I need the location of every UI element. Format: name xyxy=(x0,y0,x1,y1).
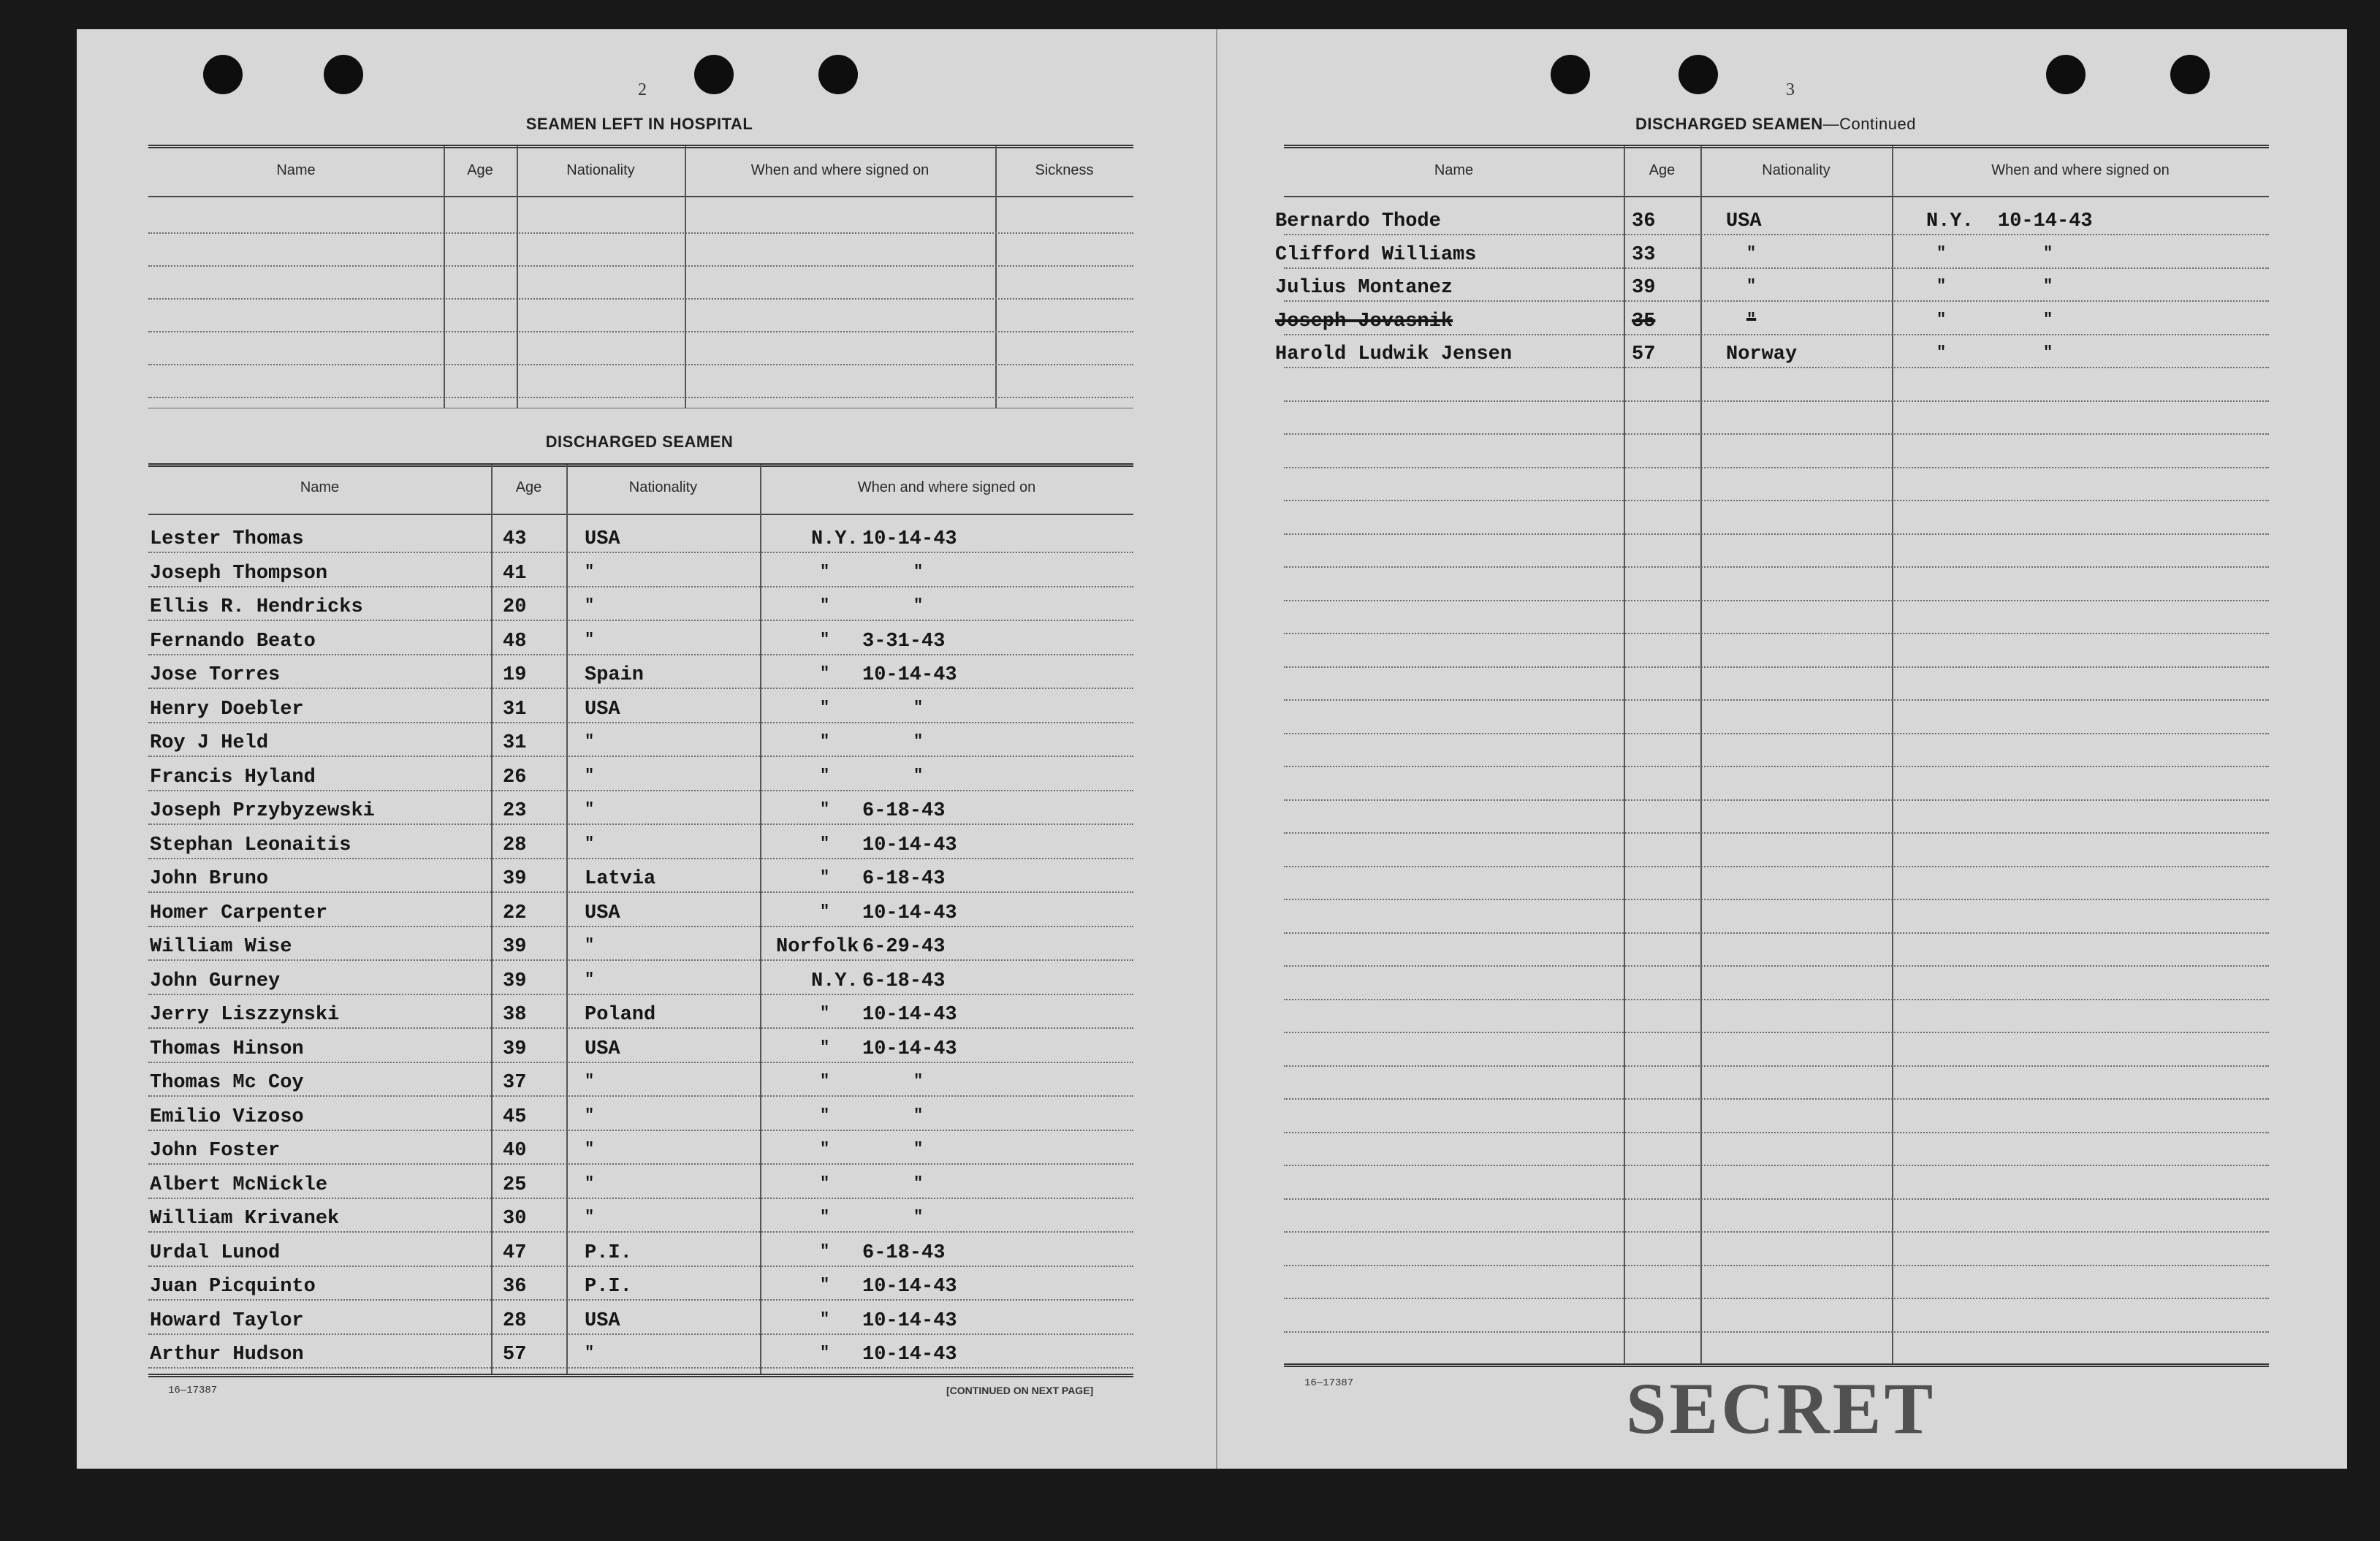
seaman-nationality: Spain xyxy=(585,664,645,686)
row-rule xyxy=(1284,433,2269,435)
page-number: 3 xyxy=(1786,80,1795,99)
punch-hole xyxy=(694,55,734,94)
row-rule xyxy=(148,1095,1133,1097)
signed-on-place: " xyxy=(820,868,830,886)
signed-on-place: " xyxy=(820,766,830,785)
row-rule xyxy=(1284,1065,2269,1067)
seaman-age: 43 xyxy=(503,528,527,550)
row-rule xyxy=(1284,400,2269,402)
seaman-name: Roy J Held xyxy=(150,732,269,754)
row-rule xyxy=(148,959,1133,961)
signed-on-date: " xyxy=(913,1208,924,1226)
signed-on-date: " xyxy=(913,699,924,717)
seaman-nationality: USA xyxy=(585,528,620,550)
seaman-name: Ellis R. Hendricks xyxy=(150,596,363,618)
signed-on-date: " xyxy=(913,596,924,615)
secret-stamp: SECRET xyxy=(1626,1368,1936,1449)
seaman-age: 40 xyxy=(503,1140,527,1162)
row-rule xyxy=(148,1198,1133,1199)
signed-on-date: 3-31-43 xyxy=(862,631,946,652)
seaman-nationality: " xyxy=(585,1174,595,1192)
column-divider xyxy=(491,465,493,1374)
punch-hole xyxy=(1551,55,1590,94)
seaman-name: Howard Taylor xyxy=(150,1310,304,1332)
signed-on-date: " xyxy=(2043,311,2053,329)
seaman-nationality: USA xyxy=(585,902,620,924)
seaman-name: Thomas Hinson xyxy=(150,1038,304,1060)
signed-on-date: " xyxy=(913,732,924,750)
column-divider xyxy=(517,146,518,408)
punch-hole xyxy=(324,55,363,94)
row-rule xyxy=(1284,965,2269,967)
seaman-name: Fernando Beato xyxy=(150,631,316,652)
signed-on-date: " xyxy=(913,1106,924,1125)
row-rule xyxy=(148,1130,1133,1131)
column-divider xyxy=(444,146,445,408)
punch-hole xyxy=(2170,55,2210,94)
column-header: Nationality xyxy=(628,479,698,495)
seaman-age: 39 xyxy=(503,936,527,958)
punch-hole xyxy=(203,55,243,94)
row-rule xyxy=(1284,467,2269,468)
seaman-name: Jerry Liszzynski xyxy=(150,1004,340,1026)
seaman-age: 31 xyxy=(503,699,527,720)
hospital-header-bottom-rule xyxy=(148,196,1133,197)
row-rule xyxy=(148,1027,1133,1029)
seaman-nationality: " xyxy=(585,732,595,750)
column-divider xyxy=(995,146,997,408)
seaman-name: Joseph Thompson xyxy=(150,563,328,585)
row-rule xyxy=(1284,1165,2269,1166)
column-header: Name xyxy=(300,479,340,495)
seaman-age: 26 xyxy=(503,766,527,788)
row-rule xyxy=(1284,600,2269,601)
seaman-age: 48 xyxy=(503,631,527,652)
column-divider xyxy=(1624,146,1625,1363)
row-rule xyxy=(1284,1098,2269,1100)
seaman-nationality: USA xyxy=(585,1038,620,1060)
seaman-age: 57 xyxy=(503,1344,527,1366)
signed-on-place: " xyxy=(1936,311,1947,329)
row-rule xyxy=(1284,799,2269,801)
row-rule xyxy=(1284,1298,2269,1299)
seaman-name: Homer Carpenter xyxy=(150,902,328,924)
seaman-nationality: " xyxy=(585,970,595,989)
column-divider xyxy=(760,465,761,1374)
signed-on-date: " xyxy=(913,1174,924,1192)
row-rule xyxy=(1284,1231,2269,1233)
signed-on-date: 6-18-43 xyxy=(862,800,946,822)
column-header: Nationality xyxy=(1762,162,1830,178)
signed-on-date: 6-18-43 xyxy=(862,1242,946,1264)
seaman-age: 30 xyxy=(503,1208,527,1230)
signed-on-date: 6-29-43 xyxy=(862,936,946,958)
signed-on-place: " xyxy=(820,631,830,649)
signed-on-place: " xyxy=(820,1004,830,1022)
signed-on-date: 10-14-43 xyxy=(862,1276,957,1298)
row-rule xyxy=(1284,666,2269,668)
signed-on-date: 10-14-43 xyxy=(862,1038,957,1060)
row-rule xyxy=(148,926,1133,927)
row-rule xyxy=(1284,1198,2269,1200)
row-rule xyxy=(148,994,1133,995)
seaman-age: 23 xyxy=(503,800,527,822)
seaman-nationality: " xyxy=(585,631,595,649)
row-rule xyxy=(148,688,1133,689)
page-fold xyxy=(1216,29,1217,1469)
row-rule xyxy=(1284,1331,2269,1333)
signed-on-place: " xyxy=(1936,343,1947,362)
row-rule xyxy=(1284,633,2269,634)
row-rule xyxy=(148,265,1133,267)
seaman-nationality: " xyxy=(585,800,595,818)
signed-on-date: 6-18-43 xyxy=(862,868,946,890)
title-continued: —Continued xyxy=(1822,115,1916,133)
seaman-age: 45 xyxy=(503,1106,527,1128)
seaman-age: 57 xyxy=(1632,343,1656,365)
row-rule xyxy=(1284,533,2269,535)
seaman-name: Francis Hyland xyxy=(150,766,316,788)
signed-on-date: " xyxy=(913,766,924,785)
seaman-age: 20 xyxy=(503,596,527,618)
seaman-name: Harold Ludwik Jensen xyxy=(1275,343,1513,365)
signed-on-date: 10-14-43 xyxy=(862,834,957,856)
seaman-nationality: " xyxy=(1746,277,1757,295)
seaman-nationality: " xyxy=(585,1140,595,1158)
seaman-name: Clifford Williams xyxy=(1275,244,1477,266)
seaman-nationality: " xyxy=(1746,244,1757,262)
seaman-age: 39 xyxy=(1632,277,1656,299)
signed-on-place: " xyxy=(820,902,830,921)
signed-on-place: " xyxy=(820,834,830,853)
seaman-age: 39 xyxy=(503,868,527,890)
seaman-name: Joseph Jovasnik xyxy=(1275,311,1453,332)
signed-on-place: " xyxy=(820,1106,830,1125)
seaman-age: 38 xyxy=(503,1004,527,1026)
seaman-nationality: USA xyxy=(1726,210,1762,232)
seaman-name: Bernardo Thode xyxy=(1275,210,1441,232)
row-rule xyxy=(148,1062,1133,1063)
seaman-nationality: USA xyxy=(585,699,620,720)
seaman-age: 36 xyxy=(503,1276,527,1298)
seaman-name: Joseph Przybyzewski xyxy=(150,800,375,822)
seaman-nationality: P.I. xyxy=(585,1276,632,1298)
signed-on-place: " xyxy=(820,1140,830,1158)
signed-on-place: " xyxy=(820,563,830,581)
seaman-nationality: " xyxy=(585,1072,595,1090)
row-rule xyxy=(148,1231,1133,1233)
column-header: Age xyxy=(467,162,493,178)
row-rule xyxy=(148,891,1133,893)
seaman-age: 31 xyxy=(503,732,527,754)
seaman-name: Urdal Lunod xyxy=(150,1242,281,1264)
right-header-bottom-rule xyxy=(1284,196,2269,197)
seaman-nationality: Poland xyxy=(585,1004,656,1026)
signed-on-date: 10-14-43 xyxy=(862,1004,957,1026)
seaman-name: Julius Montanez xyxy=(1275,277,1453,299)
seaman-name: William Krivanek xyxy=(150,1208,340,1230)
seaman-name: John Foster xyxy=(150,1140,281,1162)
signed-on-place: " xyxy=(820,699,830,717)
seaman-name: Juan Picquinto xyxy=(150,1276,316,1298)
discharged-table-end-rule xyxy=(148,1374,1133,1377)
signed-on-place: " xyxy=(820,732,830,750)
column-header: Name xyxy=(276,162,316,178)
signed-on-place: " xyxy=(820,1276,830,1294)
seaman-age: 22 xyxy=(503,902,527,924)
column-divider xyxy=(685,146,686,408)
title-main: DISCHARGED SEAMEN xyxy=(1635,115,1823,133)
discharged-section-title: DISCHARGED SEAMEN xyxy=(545,433,734,451)
seaman-age: 41 xyxy=(503,563,527,585)
column-header: Age xyxy=(515,479,542,495)
seaman-name: John Bruno xyxy=(150,868,269,890)
signed-on-date: " xyxy=(913,563,924,581)
signed-on-date: 10-14-43 xyxy=(862,902,957,924)
row-rule xyxy=(1284,932,2269,934)
page-number: 2 xyxy=(638,80,647,99)
row-rule xyxy=(1284,866,2269,867)
row-rule xyxy=(1284,733,2269,734)
row-rule xyxy=(1284,267,2269,269)
row-rule xyxy=(1284,1032,2269,1033)
seaman-name: Jose Torres xyxy=(150,664,281,686)
signed-on-date: 10-14-43 xyxy=(862,664,957,686)
signed-on-place: " xyxy=(1936,277,1947,295)
seaman-name: William Wise xyxy=(150,936,292,958)
column-header: When and where signed on xyxy=(750,162,929,178)
hospital-header-top-rule xyxy=(148,145,1133,148)
row-rule xyxy=(1284,1265,2269,1266)
continued-note: [CONTINUED ON NEXT PAGE] xyxy=(946,1385,1094,1396)
punch-hole xyxy=(818,55,858,94)
row-rule xyxy=(1284,234,2269,235)
seaman-age: 47 xyxy=(503,1242,527,1264)
seaman-name: Emilio Vizoso xyxy=(150,1106,304,1128)
row-rule xyxy=(1284,1132,2269,1133)
signed-on-date: 10-14-43 xyxy=(1998,210,2093,232)
row-rule xyxy=(148,1367,1133,1369)
signed-on-place: N.Y. xyxy=(811,528,859,550)
signed-on-place: " xyxy=(820,664,830,682)
seaman-nationality: USA xyxy=(585,1310,620,1332)
row-rule xyxy=(148,756,1133,757)
seaman-name: Arthur Hudson xyxy=(150,1344,304,1366)
seaman-nationality: " xyxy=(585,766,595,785)
seaman-age: 39 xyxy=(503,970,527,992)
seaman-age: 25 xyxy=(503,1174,527,1196)
discharged-header-bottom-rule xyxy=(148,514,1133,515)
row-rule xyxy=(1284,367,2269,368)
signed-on-place: " xyxy=(820,800,830,818)
signed-on-place: " xyxy=(1936,244,1947,262)
signed-on-place: N.Y. xyxy=(1926,210,1974,232)
seaman-age: 39 xyxy=(503,1038,527,1060)
column-divider xyxy=(1892,146,1893,1363)
signed-on-place: " xyxy=(820,1072,830,1090)
row-rule xyxy=(1284,832,2269,834)
signed-on-place: N.Y. xyxy=(811,970,859,992)
form-code: 16—17387 xyxy=(1304,1377,1354,1389)
seaman-name: John Gurney xyxy=(150,970,281,992)
signed-on-place: " xyxy=(820,1038,830,1057)
row-rule xyxy=(148,364,1133,365)
column-divider xyxy=(1700,146,1702,1363)
column-header: Nationality xyxy=(566,162,635,178)
row-rule xyxy=(148,1299,1133,1301)
seaman-name: Stephan Leonaitis xyxy=(150,834,351,856)
signed-on-place: " xyxy=(820,596,830,615)
column-header: Name xyxy=(1434,162,1474,178)
signed-on-date: " xyxy=(2043,343,2053,362)
seaman-age: 35 xyxy=(1632,311,1656,332)
row-rule xyxy=(148,552,1133,553)
column-header: When and where signed on xyxy=(857,479,1036,495)
signed-on-date: " xyxy=(2043,244,2053,262)
discharged-header-top-rule xyxy=(148,463,1133,467)
row-rule xyxy=(148,1266,1133,1267)
column-divider xyxy=(566,465,568,1374)
signed-on-date: 6-18-43 xyxy=(862,970,946,992)
row-rule xyxy=(1284,334,2269,335)
seaman-nationality: " xyxy=(585,1106,595,1125)
seaman-age: 37 xyxy=(503,1072,527,1094)
row-rule xyxy=(148,823,1133,825)
signed-on-date: " xyxy=(2043,277,2053,295)
seaman-nationality: " xyxy=(585,596,595,615)
row-rule xyxy=(148,722,1133,723)
signed-on-place: " xyxy=(820,1242,830,1260)
row-rule xyxy=(148,858,1133,859)
seaman-nationality: " xyxy=(585,834,595,853)
signed-on-date: 10-14-43 xyxy=(862,1344,957,1366)
seaman-name: Thomas Mc Coy xyxy=(150,1072,304,1094)
seaman-nationality: P.I. xyxy=(585,1242,632,1264)
discharged-continued-title xyxy=(1286,115,2265,134)
seaman-nationality: Norway xyxy=(1726,343,1798,365)
seaman-nationality: " xyxy=(1746,311,1757,329)
form-code: 16—17387 xyxy=(168,1385,218,1396)
row-rule xyxy=(1284,699,2269,701)
seaman-name: Henry Doebler xyxy=(150,699,304,720)
column-header: When and where signed on xyxy=(1991,162,2170,178)
signed-on-place: " xyxy=(820,1208,830,1226)
seaman-nationality: " xyxy=(585,1344,595,1362)
column-header: Sickness xyxy=(1035,162,1094,178)
row-rule xyxy=(148,620,1133,621)
row-rule xyxy=(148,298,1133,300)
signed-on-date: " xyxy=(913,1140,924,1158)
seaman-nationality: " xyxy=(585,936,595,954)
seaman-age: 19 xyxy=(503,664,527,686)
row-rule xyxy=(148,331,1133,332)
seaman-age: 36 xyxy=(1632,210,1656,232)
seaman-nationality: Latvia xyxy=(585,868,656,890)
row-rule xyxy=(148,654,1133,655)
row-rule xyxy=(148,586,1133,587)
signed-on-date: 10-14-43 xyxy=(862,528,957,550)
seaman-name: Albert McNickle xyxy=(150,1174,328,1196)
signed-on-place: " xyxy=(820,1310,830,1328)
row-rule xyxy=(148,397,1133,398)
row-rule xyxy=(148,232,1133,234)
row-rule xyxy=(1284,899,2269,900)
column-header: Age xyxy=(1649,162,1676,178)
seaman-age: 28 xyxy=(503,1310,527,1332)
row-rule xyxy=(148,1333,1133,1335)
row-rule xyxy=(148,1163,1133,1165)
hospital-section-title: SEAMEN LEFT IN HOSPITAL xyxy=(525,115,753,133)
right-header-top-rule xyxy=(1284,145,2269,148)
seaman-nationality: " xyxy=(585,1208,595,1226)
seaman-age: 33 xyxy=(1632,244,1656,266)
row-rule xyxy=(1284,500,2269,501)
signed-on-date: 10-14-43 xyxy=(862,1310,957,1332)
punch-hole xyxy=(1678,55,1718,94)
signed-on-date: " xyxy=(913,1072,924,1090)
signed-on-place: Norfolk xyxy=(776,936,859,958)
seaman-age: 28 xyxy=(503,834,527,856)
row-rule xyxy=(1284,300,2269,302)
seaman-nationality: " xyxy=(585,563,595,581)
row-rule xyxy=(1284,766,2269,767)
signed-on-place: " xyxy=(820,1344,830,1362)
punch-hole xyxy=(2046,55,2086,94)
row-rule xyxy=(148,790,1133,791)
row-rule xyxy=(1284,999,2269,1000)
row-rule xyxy=(1284,566,2269,568)
seaman-name: Lester Thomas xyxy=(150,528,304,550)
signed-on-place: " xyxy=(820,1174,830,1192)
